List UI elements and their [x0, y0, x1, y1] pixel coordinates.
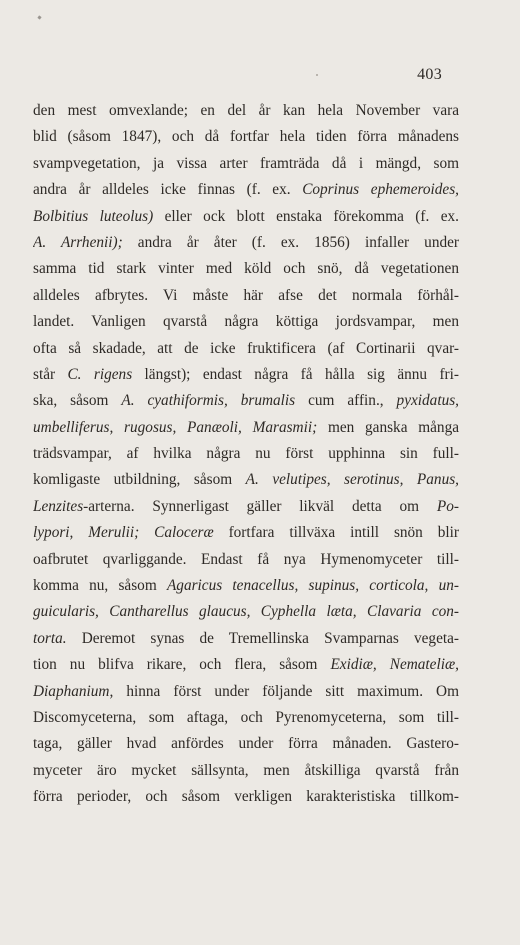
text-line	[33, 731, 459, 757]
text-run: står	[33, 365, 68, 383]
text-line	[33, 652, 459, 678]
text-run: landet. Vanligen qvarstå några köttiga jordsvampar, men	[33, 313, 459, 331]
text-line	[33, 230, 459, 256]
text-run: ofta så skadade, att de icke fruktificera (af Cortinarii qvar-	[33, 339, 459, 357]
text-run: ska, såsom	[33, 392, 122, 410]
text-run: andra år alldeles icke finnas (f. ex.	[33, 181, 303, 199]
text-run: andra år åter (f. ex. 1856) infaller under	[122, 233, 459, 251]
italic-text: guicularis, Cantharellus glaucus, Cyphella læta, Clavaria con-	[33, 603, 459, 621]
text-line	[33, 256, 459, 282]
text-run: samma tid stark vinter med köld och snö, då vegetationen	[33, 260, 459, 278]
text-line	[33, 679, 459, 705]
text-line	[33, 98, 459, 124]
text-run: förra perioder, och såsom verkligen karakteristiska tillkom-	[33, 788, 459, 806]
text-line	[33, 441, 459, 467]
text-line	[33, 151, 459, 177]
text-line	[33, 124, 459, 150]
italic-text: Agaricus tenacellus, supinus, corticola, un-	[166, 577, 459, 595]
text-line	[33, 520, 459, 546]
text-line	[33, 467, 459, 493]
paper-speck	[37, 15, 41, 19]
italic-text: umbelliferus, rugosus, Panæoli, Marasmii;	[33, 418, 318, 436]
text-run: cum affin.,	[295, 392, 397, 410]
text-run: hinna först under följande sitt maximum. Om	[113, 682, 459, 700]
text-run: oafbrutet qvarliggande. Endast få nya Hymenomyceter till-	[33, 550, 459, 568]
italic-text: torta.	[33, 629, 67, 647]
italic-text: Bolbitius luteolus)	[33, 207, 154, 225]
text-line	[33, 283, 459, 309]
text-run: tion nu blifva rikare, och flera, såsom	[33, 656, 331, 674]
text-line	[33, 626, 459, 652]
italic-text: A. velutipes, serotinus, Panus,	[245, 471, 459, 489]
italic-text: Po-	[436, 497, 459, 515]
italic-text: A. cyathiformis, brumalis	[121, 392, 296, 410]
text-run: den mest omvexlande; en del år kan hela November vara	[33, 102, 459, 119]
text-run: Deremot synas de Tremellinska Svamparnas vegeta-	[66, 629, 459, 647]
text-run: alldeles afbrytes. Vi måste här afse det normala förhål-	[33, 286, 459, 304]
text-line	[33, 336, 459, 362]
text-line	[33, 388, 459, 414]
text-line	[33, 784, 459, 810]
text-run: komma nu, såsom	[33, 577, 167, 595]
italic-text: lypori, Merulii; Caloceræ	[33, 524, 214, 542]
text-run: trädsvampar, af hvilka några nu först upphinna sin full-	[33, 445, 459, 463]
paper-speck	[316, 74, 318, 76]
italic-text: Coprinus ephemeroides,	[302, 181, 459, 199]
text-run: myceter äro mycket sällsynta, men åtskilliga qvarstå från	[33, 761, 459, 779]
text-line	[33, 177, 459, 203]
text-run: längst); endast några få hålla sig ännu fri-	[132, 365, 459, 383]
text-run: taga, gäller hvad anfördes under förra månaden. Gastero-	[33, 735, 459, 753]
text-run: komligaste utbildning, såsom	[33, 471, 246, 489]
text-run: men ganska många	[317, 418, 459, 436]
italic-text: Exidiæ, Nemateliæ,	[330, 656, 459, 674]
text-line	[33, 309, 459, 335]
text-run: fortfara tillväxa intill snön blir	[213, 524, 459, 542]
italic-text: Diaphanium,	[33, 682, 114, 700]
text-line	[33, 599, 459, 625]
text-run: -arterna. Synnerligast gäller likväl detta om	[83, 497, 437, 515]
text-line	[33, 494, 459, 520]
text-line	[33, 415, 459, 441]
text-run: eller ock blott enstaka förekomma (f. ex.	[153, 207, 459, 225]
page-number: 403	[417, 66, 442, 83]
text-line	[33, 758, 459, 784]
text-line	[33, 204, 459, 230]
italic-text: A. Arrhenii);	[33, 233, 123, 251]
body-text	[33, 98, 459, 811]
text-run: svampvegetation, ja vissa arter framträda då i mängd, som	[33, 154, 459, 172]
text-line	[33, 362, 459, 388]
text-line	[33, 573, 459, 599]
italic-text: Lenzites	[33, 497, 84, 515]
text-line	[33, 547, 459, 573]
text-run: blid (såsom 1847), och då fortfar hela tiden förra månadens	[33, 128, 459, 146]
italic-text: C. rigens	[67, 365, 133, 383]
text-run: Discomyceterna, som aftaga, och Pyrenomyceterna, som till-	[33, 708, 459, 726]
text-line	[33, 705, 459, 731]
italic-text: pyxidatus,	[396, 392, 459, 410]
